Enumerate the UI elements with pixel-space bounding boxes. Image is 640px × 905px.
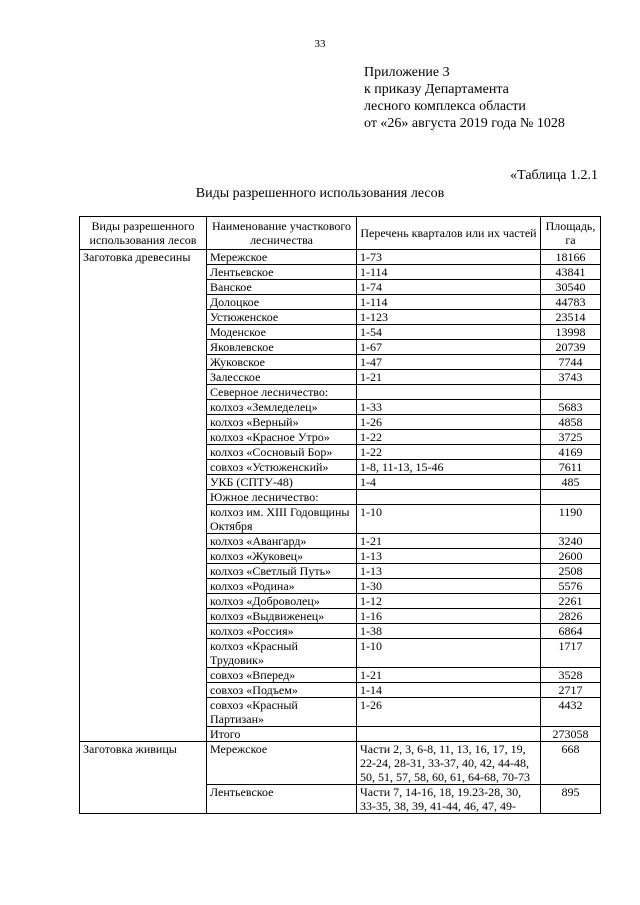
table-body [80, 250, 601, 814]
quarters-cell [357, 727, 541, 742]
table-header-row [80, 217, 601, 250]
forestry-cell: Лентьевское [207, 785, 357, 814]
area-cell: 2826 [541, 609, 601, 624]
forestry-cell: Лентьевское [207, 265, 357, 280]
quarters-cell: 1-10 [357, 505, 541, 534]
quarters-cell: 1-30 [357, 579, 541, 594]
area-cell: 4169 [541, 445, 601, 460]
quarters-cell: Части 2, 3, 6-8, 11, 13, 16, 17, 19, 22-24, 28-31, 33-37, 40, 42, 44-48, 50, 51, 57, 58, 60, 61, 64-68, 70-73 [357, 742, 541, 785]
header-area: Площадь, га [541, 217, 601, 250]
area-cell: 43841 [541, 265, 601, 280]
quarters-cell: 1-22 [357, 445, 541, 460]
area-cell: 2600 [541, 549, 601, 564]
table-row [80, 742, 601, 785]
quarters-cell: 1-21 [357, 534, 541, 549]
header-forestry: Наименование участкового лесничества [207, 217, 357, 250]
forestry-cell: совхоз «Вперед» [207, 668, 357, 683]
quarters-cell: 1-21 [357, 668, 541, 683]
quarters-cell: 1-8, 11-13, 15-46 [357, 460, 541, 475]
area-cell: 1717 [541, 639, 601, 668]
area-cell: 23514 [541, 310, 601, 325]
forestry-cell: колхоз «Родина» [207, 579, 357, 594]
document-title: Виды разрешенного использования лесов [195, 186, 445, 201]
forestry-cell: Южное лесничество: [207, 490, 357, 505]
forestry-cell: Итого [207, 727, 357, 742]
appendix-line: Приложение 3 [364, 65, 450, 80]
forestry-cell: совхоз «Красный Партизан» [207, 698, 357, 727]
forestry-cell: колхоз «Верный» [207, 415, 357, 430]
page-number: 33 [314, 38, 326, 50]
area-cell: 44783 [541, 295, 601, 310]
quarters-cell: 1-38 [357, 624, 541, 639]
area-cell: 895 [541, 785, 601, 814]
quarters-cell: 1-47 [357, 355, 541, 370]
area-cell: 3743 [541, 370, 601, 385]
forestry-cell: колхоз «Красное Утро» [207, 430, 357, 445]
page-bottom-margin [0, 853, 640, 905]
forestry-cell: Моденское [207, 325, 357, 340]
forestry-cell: колхоз «Выдвиженец» [207, 609, 357, 624]
forestry-cell: колхоз им. XIII Годовщины Октября [207, 505, 357, 534]
area-cell: 2508 [541, 564, 601, 579]
quarters-cell: 1-21 [357, 370, 541, 385]
area-cell: 5683 [541, 400, 601, 415]
area-cell: 2717 [541, 683, 601, 698]
table-row [80, 250, 601, 265]
quarters-cell: 1-74 [357, 280, 541, 295]
quarters-cell: 1-14 [357, 683, 541, 698]
area-cell: 4858 [541, 415, 601, 430]
area-cell: 7611 [541, 460, 601, 475]
area-cell [541, 385, 601, 400]
area-cell: 3725 [541, 430, 601, 445]
use-type-cell: Заготовка древесины [80, 250, 207, 742]
header-use-type: Виды разрешенного использования лесов [80, 217, 207, 250]
quarters-cell: 1-67 [357, 340, 541, 355]
quarters-cell: 1-54 [357, 325, 541, 340]
appendix-block [364, 64, 565, 132]
forestry-cell: колхоз «Земледелец» [207, 400, 357, 415]
area-cell: 6864 [541, 624, 601, 639]
quarters-cell: 1-16 [357, 609, 541, 624]
quarters-cell: 1-73 [357, 250, 541, 265]
quarters-cell: Части 7, 14-16, 18, 19.23-28, 30, 33-35, 38, 39, 41-44, 46, 47, 49- [357, 785, 541, 814]
forest-use-table [79, 216, 601, 814]
area-cell: 7744 [541, 355, 601, 370]
forestry-cell: совхоз «Подъем» [207, 683, 357, 698]
header-quarters: Перечень кварталов или их частей [357, 217, 541, 250]
area-cell: 4432 [541, 698, 601, 727]
quarters-cell: 1-33 [357, 400, 541, 415]
quarters-cell: 1-10 [357, 639, 541, 668]
quarters-cell: 1-13 [357, 549, 541, 564]
area-cell: 668 [541, 742, 601, 785]
forestry-cell: колхоз «Сосновый Бор» [207, 445, 357, 460]
forestry-cell: Долоцкое [207, 295, 357, 310]
appendix-line: лесного комплекса области [364, 99, 526, 114]
forestry-cell: Мережское [207, 742, 357, 785]
appendix-line: к приказу Департамента [364, 82, 509, 97]
table-reference: «Таблица 1.2.1 [510, 168, 598, 183]
area-cell: 485 [541, 475, 601, 490]
area-cell [541, 490, 601, 505]
forestry-cell: Ванское [207, 280, 357, 295]
area-cell: 2261 [541, 594, 601, 609]
forestry-cell: колхоз «Жуковец» [207, 549, 357, 564]
forestry-cell: колхоз «Доброволец» [207, 594, 357, 609]
forestry-cell: Залесское [207, 370, 357, 385]
quarters-cell: 1-22 [357, 430, 541, 445]
quarters-cell: 1-26 [357, 415, 541, 430]
area-cell: 30540 [541, 280, 601, 295]
forestry-cell: Мережское [207, 250, 357, 265]
forestry-cell: колхоз «Красный Трудовик» [207, 639, 357, 668]
quarters-cell [357, 490, 541, 505]
quarters-cell [357, 385, 541, 400]
quarters-cell: 1-114 [357, 265, 541, 280]
appendix-line: от «26» августа 2019 года № 1028 [364, 116, 565, 131]
quarters-cell: 1-13 [357, 564, 541, 579]
area-cell: 5576 [541, 579, 601, 594]
forestry-cell: совхоз «Устюженский» [207, 460, 357, 475]
forestry-cell: Яковлевское [207, 340, 357, 355]
area-cell: 20739 [541, 340, 601, 355]
quarters-cell: 1-123 [357, 310, 541, 325]
forestry-cell: Жуковское [207, 355, 357, 370]
forestry-cell: УКБ (СПТУ-48) [207, 475, 357, 490]
forestry-cell: колхоз «Светлый Путь» [207, 564, 357, 579]
quarters-cell: 1-12 [357, 594, 541, 609]
quarters-cell: 1-114 [357, 295, 541, 310]
area-cell: 3240 [541, 534, 601, 549]
forestry-cell: колхоз «Россия» [207, 624, 357, 639]
area-cell: 1190 [541, 505, 601, 534]
area-cell: 3528 [541, 668, 601, 683]
area-cell: 13998 [541, 325, 601, 340]
quarters-cell: 1-26 [357, 698, 541, 727]
quarters-cell: 1-4 [357, 475, 541, 490]
use-type-cell: Заготовка живицы [80, 742, 207, 814]
forestry-cell: колхоз «Авангард» [207, 534, 357, 549]
forestry-cell: Северное лесничество: [207, 385, 357, 400]
forestry-cell: Устюженское [207, 310, 357, 325]
area-cell: 273058 [541, 727, 601, 742]
area-cell: 18166 [541, 250, 601, 265]
